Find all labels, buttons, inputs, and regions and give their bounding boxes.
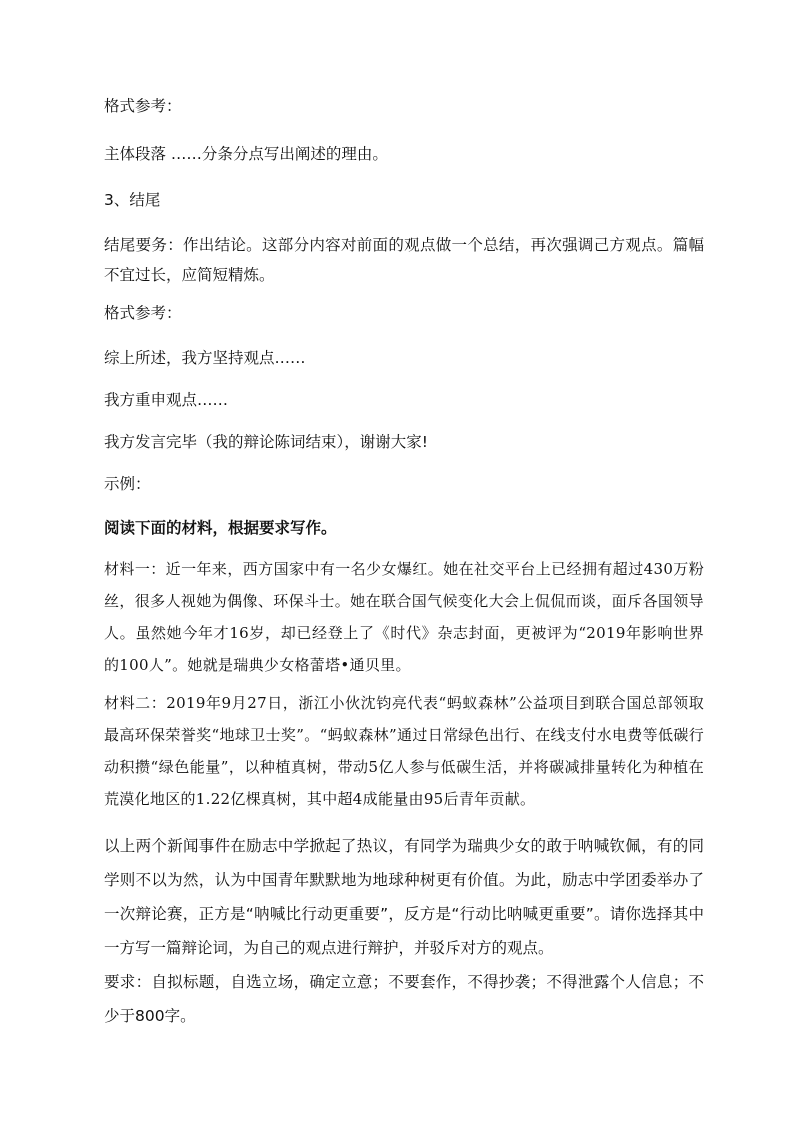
ending-heading: 3、结尾 [104,191,161,209]
task-paragraph: 以上两个新闻事件在励志中学掀起了热议，有同学为瑞典少女的敢于呐喊钦佩，有的同学则不以为然，认为中国青年默默地为地球种树更有价值。为此，励志中学团委举办了一次辩论赛，正方是“呐喊比行动更重要”，反方是“行动比呐喊更重要”。请你选择其中一方写一篇辩论词，为自己的观点进行辩护，并驳斥对方的观点。 [104,837,704,957]
prompt-heading: 阅读下面的材料，根据要求写作。 [104,519,337,537]
format-reference-label-2: 格式参考： [104,304,182,322]
material-2-paragraph: 材料二：2019年9月27日，浙江小伙沈钧亮代表“蚂蚁森林”公益项目到联合国总部领取最高环保荣誉奖“地球卫士奖”。“蚂蚁森林”通过日常绿色出行、在线支付水电费等低碳行动积攒“绿色能量”，以种植真树，带动5亿人参与低碳生活，并将碳减排量转化为种植在荒漠化地区的1.22亿棵真树，其中超4成能量由95后青年贡献。 [104,694,704,808]
conclusion-line-2: 我方重申观点…… [104,391,229,409]
example-label: 示例： [104,475,151,493]
ending-task-paragraph: 结尾要务：作出结论。这部分内容对前面的观点做一个总结，再次强调己方观点。篇幅不宜过长，应简短精炼。 [104,236,704,284]
material-1-paragraph: 材料一：近一年来，西方国家中有一名少女爆红。她在社交平台上已经拥有超过430万粉丝，很多人视她为偶像、环保斗士。她在联合国气候变化大会上侃侃而谈，面斥各国领导人。虽然她今年才16岁，却已经登上了《时代》杂志封面，更被评为“2019年影响世界的100人”。她就是瑞典少女格蕾塔•通贝里。 [104,560,704,674]
requirements-paragraph: 要求：自拟标题，自选立场，确定立意；不要套作，不得抄袭；不得泄露个人信息；不少于800字。 [104,973,704,1025]
body-paragraph-line: 主体段落 ……分条分点写出阐述的理由。 [104,145,388,163]
format-reference-label: 格式参考： [104,97,182,115]
conclusion-line-3: 我方发言完毕（我的辩论陈词结束），谢谢大家! [104,433,428,451]
conclusion-line-1: 综上所述，我方坚持观点…… [104,349,306,367]
